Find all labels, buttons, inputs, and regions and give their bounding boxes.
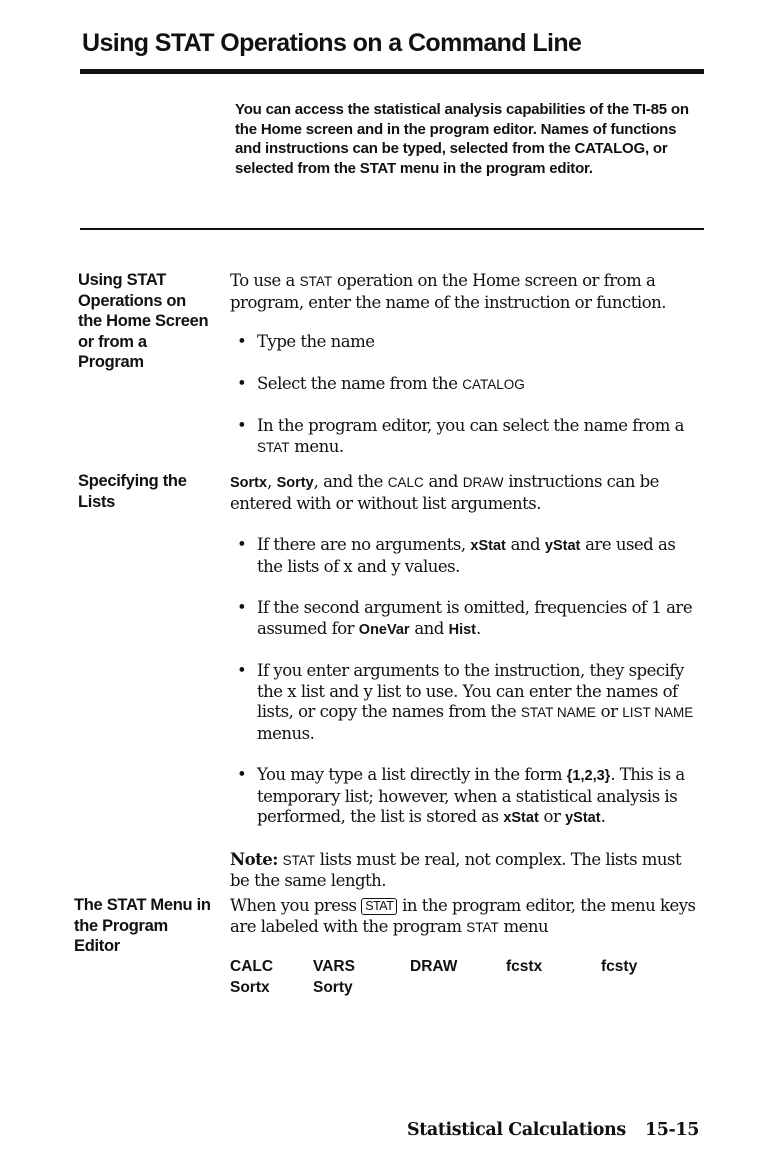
specifying-lists-paragraph: Sortx, Sorty, and the CALC and DRAW instructions can be entered with or without list arguments. — [230, 472, 659, 513]
bullet-icon: • — [237, 373, 247, 393]
bullet-second-argument: • If the second argument is omitted, frequencies of 1 are assumed for OneVar and Hist. — [237, 598, 693, 638]
menu-key-draw: DRAW — [410, 958, 458, 975]
section-body-stat-menu — [230, 896, 700, 938]
note-label: Note: — [230, 849, 278, 869]
stat-menu-paragraph: When you press STAT in the program editor, the menu keys are labeled with the program STAT menu — [230, 896, 696, 936]
page-number: 15-15 — [645, 1120, 699, 1140]
section-heading-specifying-lists: Specifying the Lists — [78, 472, 187, 511]
section-heading-home-screen: Using STAT Operations on the Home Screen or from a Program — [78, 271, 209, 371]
intro-paragraph: You can access the statistical analysis capabilities of the TI-85 on the Home screen and in the program editor. Names of functions and instructions can be typed, selected from the CATALOG, or selected from the STAT menu in the program editor. — [235, 101, 689, 177]
stat-name-term: STAT NAME — [520, 705, 596, 720]
sortx-keyword: Sortx — [230, 475, 268, 491]
program-stat-menu — [230, 958, 700, 1000]
bullet-icon: • — [237, 535, 247, 554]
bullet-type-list: • You may type a list directly in the form {1,2,3}. This is a temporary list; however, when a statistical analysis is performed, the list is stored as xStat or yStat. — [237, 765, 685, 826]
menu-key-fcstx: fcstx — [506, 958, 543, 975]
bullet-program-editor: • In the program editor, you can select the name from a STAT menu. — [237, 416, 684, 456]
menu-row-2 — [230, 979, 700, 1000]
hist-keyword: Hist — [448, 621, 477, 638]
bullet-no-arguments: • If there are no arguments, xStat and yStat are used as the lists of x and y values. — [237, 535, 676, 576]
bullet-icon: • — [237, 765, 247, 784]
draw-term: DRAW — [462, 475, 504, 490]
bullet-icon: • — [237, 416, 247, 435]
bullet-icon: • — [237, 661, 247, 680]
menu-key-sorty: Sorty — [313, 979, 353, 996]
menu-key-calc: CALC — [230, 958, 274, 975]
ystat-keyword: yStat — [565, 810, 601, 826]
stat-term: STAT — [299, 274, 333, 289]
section-body-home-screen — [230, 271, 700, 458]
intro-divider — [80, 228, 704, 230]
page-footer — [407, 1120, 707, 1140]
footer-section-title: Statistical Calculations — [407, 1120, 626, 1140]
menu-row-1 — [230, 958, 700, 979]
note-paragraph: Note: STAT lists must be real, not complex. The lists must be the same length. — [230, 849, 682, 890]
stat-term: STAT — [466, 919, 499, 935]
bullet-select-catalog: • Select the name from the CATALOG — [237, 373, 525, 393]
menu-key-sortx: Sortx — [230, 979, 270, 996]
calc-term: CALC — [387, 475, 424, 490]
bullet-icon: • — [237, 332, 247, 351]
stat-term: STAT — [282, 852, 316, 868]
title-divider — [80, 69, 704, 74]
bullet-enter-arguments: • If you enter arguments to the instruction, they specify the x list and y list to use. You can enter the names of lists, or copy the names from the STAT NAME or LIST NAME menus. — [237, 661, 694, 743]
list-form-keyword: {1,2,3} — [566, 768, 611, 784]
menu-key-fcsty: fcsty — [601, 958, 638, 975]
section-heading-stat-menu: The STAT Menu in the Program Editor — [74, 896, 211, 955]
page-title: Using STAT Operations on a Command Line — [82, 29, 582, 57]
bullet-type-name: • Type the name — [237, 332, 375, 351]
list-name-term: LIST NAME — [622, 705, 694, 720]
menu-key-vars: VARS — [313, 958, 355, 975]
home-screen-paragraph: To use a STAT operation on the Home screen or from a program, enter the name of the instruction or function. — [230, 271, 667, 312]
catalog-term: CATALOG — [462, 376, 525, 392]
stat-term: STAT — [257, 439, 290, 455]
xstat-keyword: xStat — [470, 538, 506, 554]
section-body-specifying-lists — [230, 472, 700, 892]
ystat-keyword: yStat — [544, 538, 581, 554]
bullet-icon: • — [237, 598, 247, 617]
sorty-keyword: Sorty — [276, 475, 314, 491]
xstat-keyword: xStat — [503, 810, 539, 826]
stat-key-icon: STAT — [361, 898, 397, 915]
onevar-keyword: OneVar — [358, 621, 410, 638]
